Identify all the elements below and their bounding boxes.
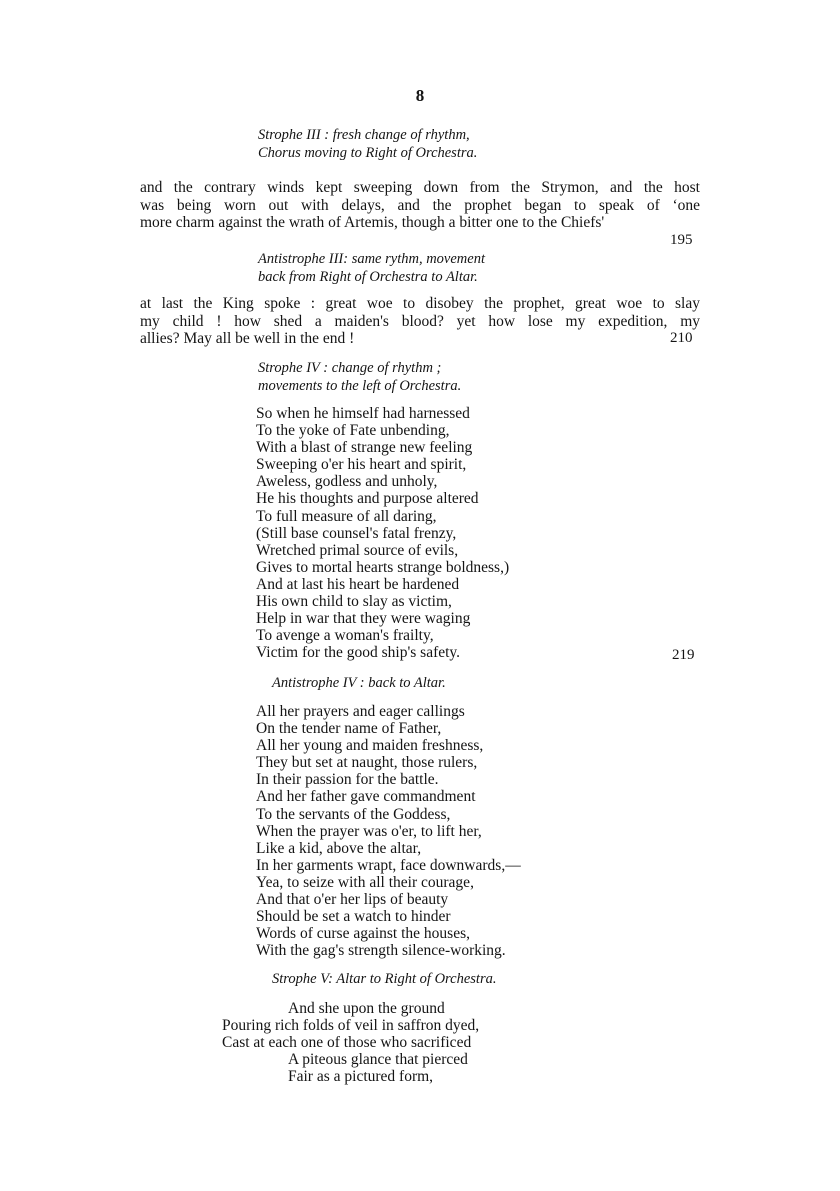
stage-direction-antistrophe-iii: [258, 250, 485, 286]
verse-line: Wretched primal source of evils,: [256, 541, 459, 559]
direction-line: Chorus moving to Right of Orchestra.: [258, 145, 478, 161]
verse-line: With a blast of strange new feeling: [256, 439, 473, 457]
prose-line: and the contrary winds kept sweeping down from the Strymon, and the host: [140, 179, 700, 196]
verse-line: On the tender name of Father,: [256, 720, 442, 738]
verse-line: Like a kid, above the altar,: [256, 839, 422, 857]
stage-direction-antistrophe-iv: Antistrophe IV : back to Altar.: [272, 675, 446, 691]
verse-line: They but set at naught, those rulers,: [256, 754, 478, 772]
verse-line: And she upon the ground: [288, 1000, 445, 1017]
prose-paragraph-1: [140, 179, 700, 232]
verse-strophe-v: [222, 1000, 479, 1085]
prose-paragraph-2: [140, 295, 700, 348]
stage-direction-strophe-v: Strophe V: Altar to Right of Orchestra.: [272, 971, 497, 987]
verse-line: With the gag's strength silence-working.: [256, 942, 506, 960]
verse-line: Pouring rich folds of veil in saffron dyed,: [222, 1017, 480, 1035]
verse-line: And that o'er her lips of beauty: [256, 891, 449, 909]
verse-line: In her garments wrapt, face downwards,—: [256, 856, 521, 874]
verse-line: Fair as a pictured form,: [288, 1068, 434, 1086]
verse-line: A piteous glance that pierced: [288, 1051, 468, 1069]
direction-line: Strophe III : fresh change of rhythm,: [258, 127, 470, 143]
prose-line: was being worn out with delays, and the prophet began to speak of ‘one: [140, 196, 700, 214]
verse-line: Words of curse against the houses,: [256, 925, 470, 943]
prose-line: more charm against the wrath of Artemis, though a bitter one to the Chiefs': [140, 214, 605, 231]
verse-line: Should be set a watch to hinder: [256, 908, 451, 926]
verse-line: To the servants of the Goddess,: [256, 805, 451, 823]
line-number-219: 219: [672, 647, 695, 663]
direction-line: Antistrophe III: same rythm, movement: [258, 251, 485, 267]
verse-line: Victim for the good ship's safety.: [256, 644, 461, 662]
verse-line: Sweeping o'er his heart and spirit,: [256, 456, 467, 474]
prose-line: at last the King spoke : great woe to disobey the prophet, great woe to slay: [140, 295, 700, 312]
line-number-210: 210: [670, 330, 693, 346]
verse-line: Aweless, godless and unholy,: [256, 473, 438, 491]
verse-line: He his thoughts and purpose altered: [256, 490, 479, 508]
line-number-195: 195: [670, 232, 693, 248]
verse-line: All her prayers and eager callings: [256, 703, 465, 720]
verse-line: (Still base counsel's fatal frenzy,: [256, 524, 457, 542]
verse-line: Gives to mortal hearts strange boldness,): [256, 558, 510, 576]
verse-line: And at last his heart be hardened: [256, 575, 460, 593]
verse-line: Cast at each one of those who sacrificed: [222, 1034, 472, 1052]
prose-line: my child ! how shed a maiden's blood? yet how lose my expedition, my: [140, 312, 700, 330]
verse-line: So when he himself had harnessed: [256, 405, 470, 422]
page-number: 8: [415, 86, 425, 105]
verse-line: To full measure of all daring,: [256, 507, 437, 525]
verse-line: All her young and maiden freshness,: [256, 737, 484, 755]
direction-line: Strophe IV : change of rhythm ;: [258, 360, 442, 376]
direction-line: movements to the left of Orchestra.: [258, 378, 462, 394]
stage-direction-strophe-iii: [258, 126, 477, 162]
stage-direction-strophe-iv: [258, 359, 461, 395]
verse-line: His own child to slay as victim,: [256, 593, 452, 611]
verse-line: To the yoke of Fate unbending,: [256, 422, 450, 440]
verse-line: Yea, to seize with all their courage,: [256, 873, 474, 891]
verse-line: In their passion for the battle.: [256, 771, 439, 789]
prose-line: allies? May all be well in the end !: [140, 330, 355, 347]
verse-line: And her father gave commandment: [256, 788, 476, 806]
verse-line: To avenge a woman's frailty,: [256, 627, 434, 645]
verse-antistrophe-iv: [256, 703, 521, 959]
verse-strophe-iv: [256, 405, 509, 661]
verse-line: When the prayer was o'er, to lift her,: [256, 822, 482, 840]
verse-line: Help in war that they were waging: [256, 610, 471, 628]
direction-line: back from Right of Orchestra to Altar.: [258, 269, 478, 285]
